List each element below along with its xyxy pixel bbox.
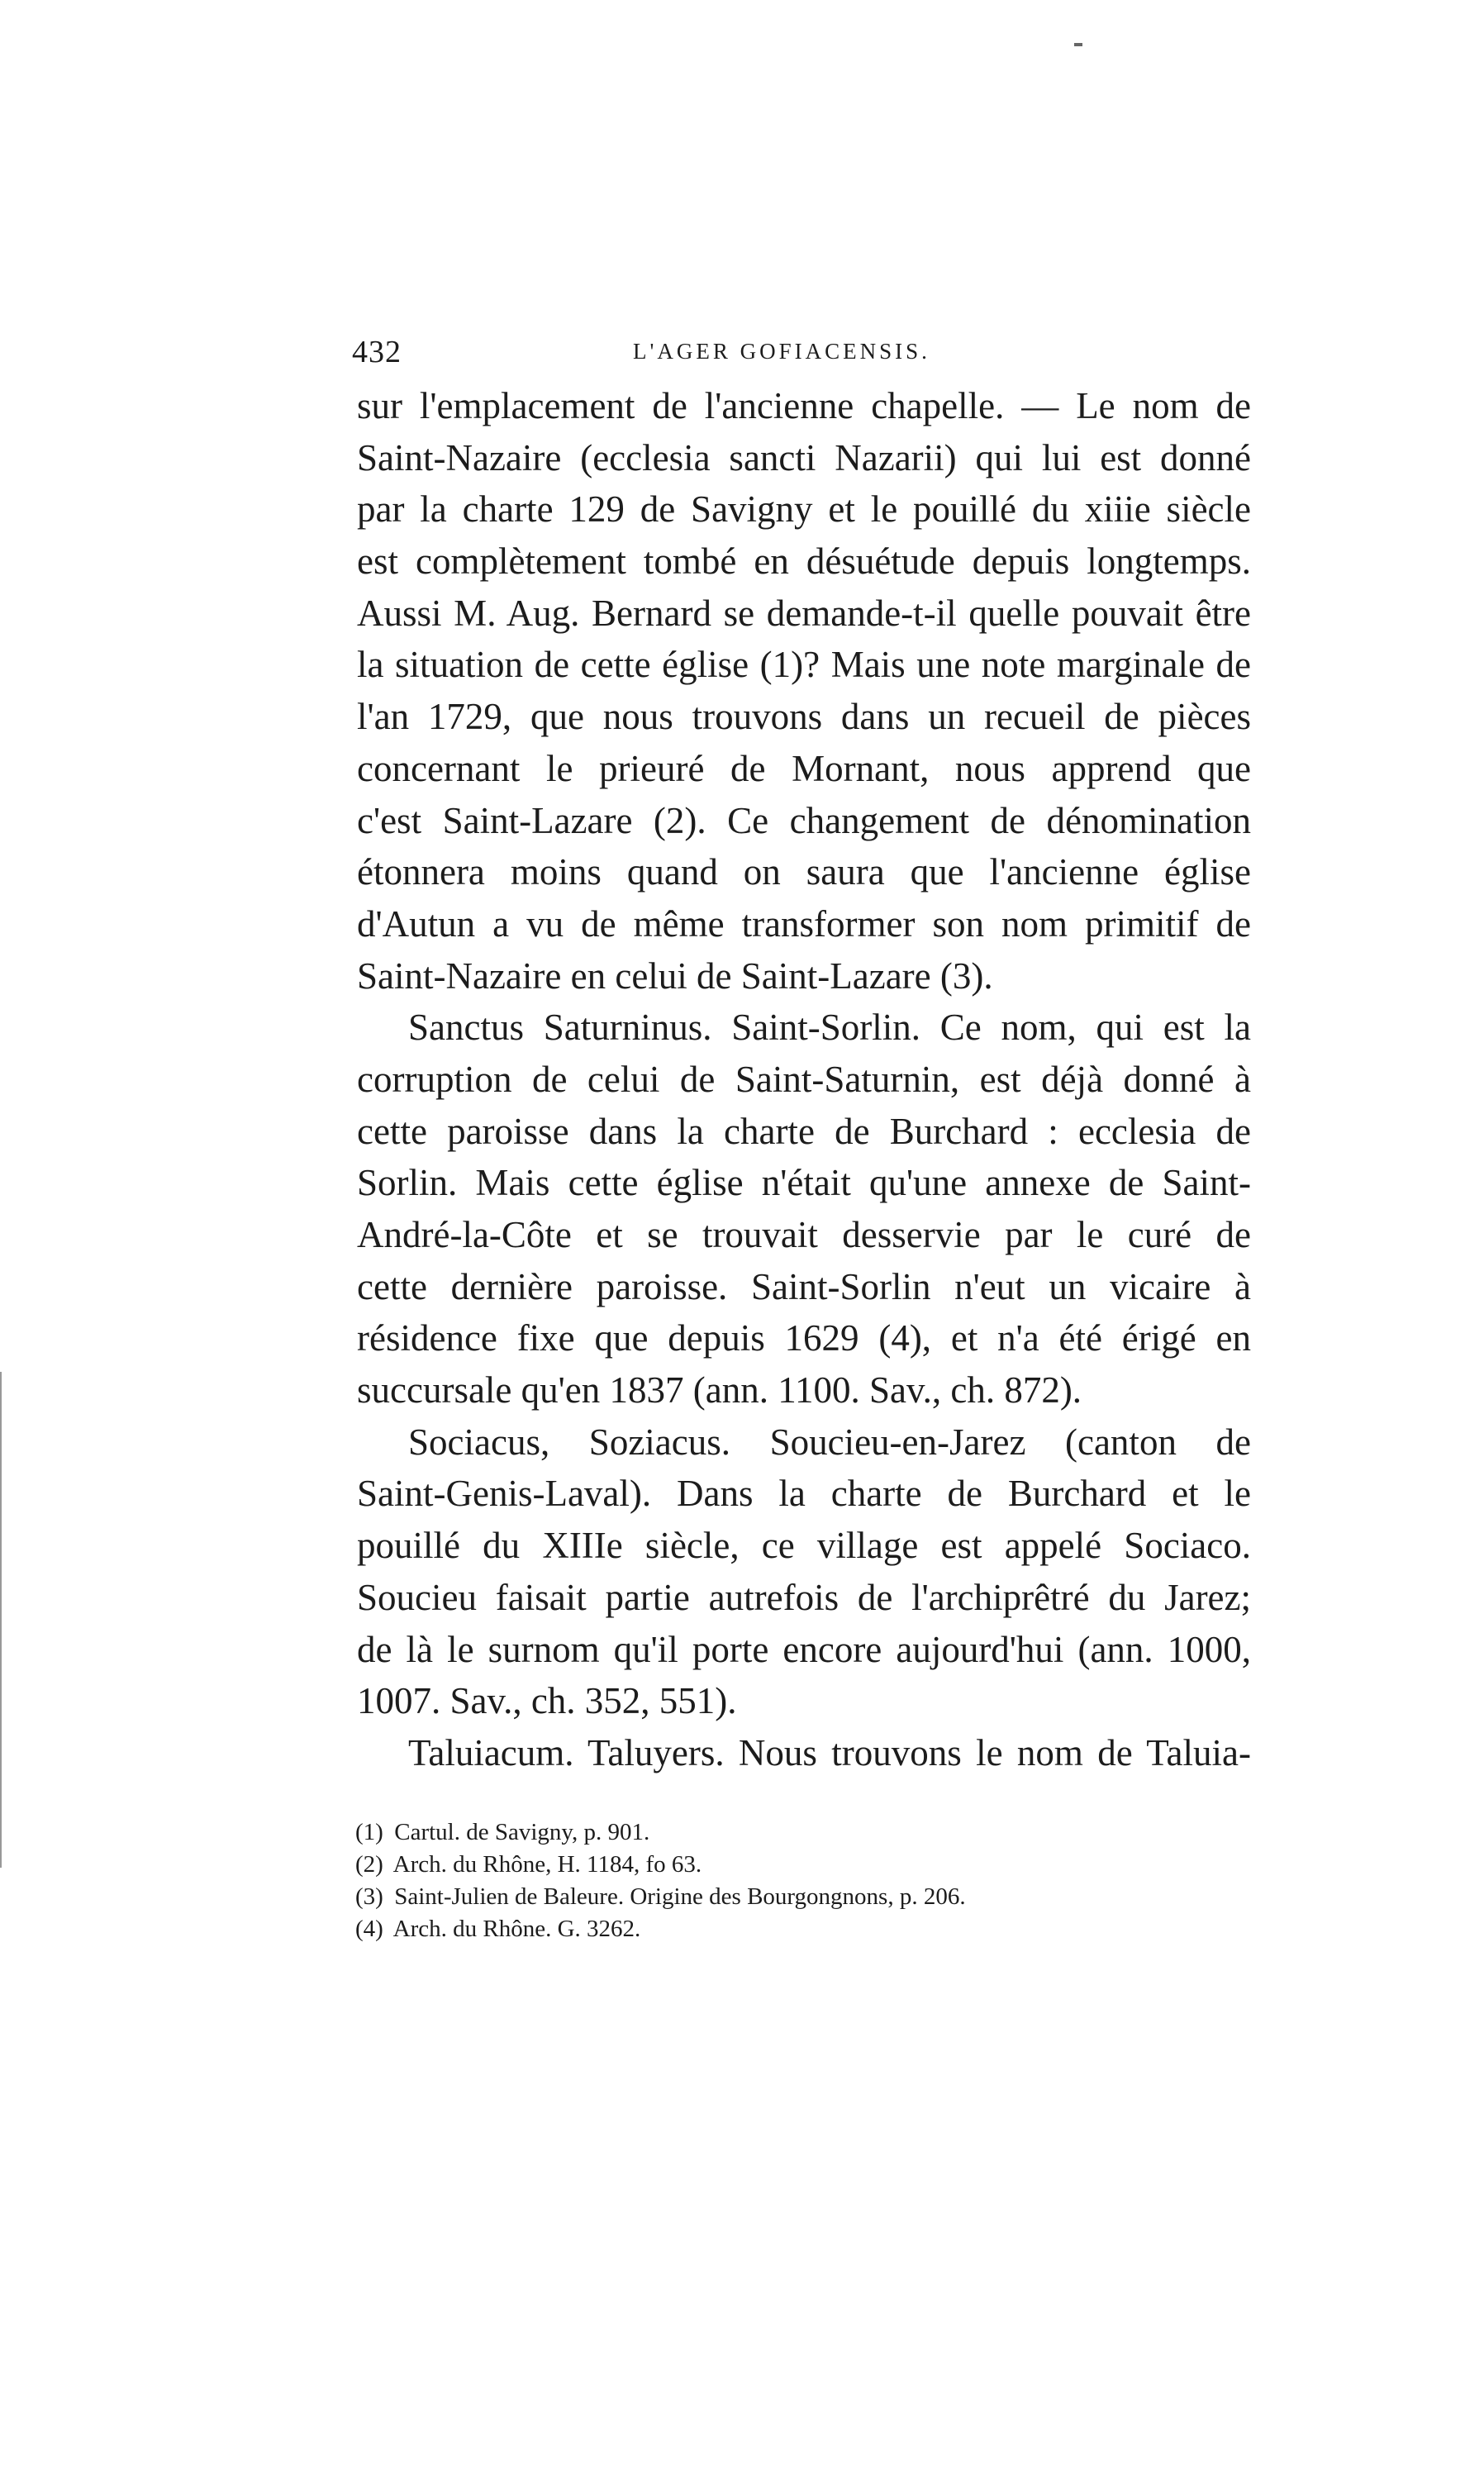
- text-line: pouillé du XIIIe siècle, ce village est appelé Sociaco.: [357, 1525, 1251, 1567]
- footnote: [355, 1913, 1264, 1945]
- text-line: André-la-Côte et se trouvait desservie par le curé de: [357, 1214, 1251, 1255]
- text-line: cette dernière paroisse. Saint-Sorlin n'eut un vicaire à: [357, 1265, 1251, 1307]
- text-line: la situation de cette église (1)? Mais une note marginale de: [357, 644, 1251, 686]
- footnote-text: Arch. du Rhône. G. 3262.: [392, 1916, 641, 1942]
- text-line: succursale qu'en 1837 (ann. 1100. Sav., ch. 872).: [357, 1369, 1082, 1412]
- footnote-text: Cartul. de Savigny, p. 901.: [394, 1819, 650, 1845]
- text-line: Soucieu faisait partie autrefois de l'archiprêtré du Jarez;: [357, 1576, 1251, 1618]
- text-line: Taluiacum. Taluyers. Nous trouvons le nom de Taluia-: [408, 1731, 1251, 1773]
- text-line: sur l'emplacement de l'ancienne chapelle. — Le nom de: [357, 385, 1251, 426]
- text-line: résidence fixe que depuis 1629 (4), et n'a été érigé en: [357, 1317, 1251, 1359]
- footnote-mark: (1): [355, 1819, 383, 1845]
- running-head: [352, 334, 1253, 383]
- text-line: concernant le prieuré de Mornant, nous apprend que: [357, 747, 1251, 789]
- footnote-mark: (4): [355, 1916, 383, 1942]
- text-line: Aussi M. Aug. Bernard se demande-t-il quelle pouvait être: [357, 592, 1251, 634]
- footnote-mark: (3): [355, 1883, 383, 1910]
- scan-speck: [1074, 43, 1082, 46]
- text-line: l'an 1729, que nous trouvons dans un recueil de pièces: [357, 696, 1251, 738]
- footnote-text: Arch. du Rhône, H. 1184, fo 63.: [392, 1851, 702, 1878]
- footnote-text: Saint-Julien de Baleure. Origine des Bourgongnons, p. 206.: [394, 1883, 966, 1910]
- text-line: Saint-Nazaire (ecclesia sancti Nazarii) qui lui est donné: [357, 436, 1251, 478]
- footnote: [355, 1849, 1264, 1881]
- text-line: d'Autun a vu de même transformer son nom primitif de: [357, 902, 1251, 945]
- text-line: Sorlin. Mais cette église n'était qu'une annexe de Saint-: [357, 1162, 1251, 1204]
- text-line: par la charte 129 de Savigny et le pouillé du xiiie siècle: [357, 488, 1251, 531]
- page-number: 432: [352, 335, 402, 369]
- text-line: Sociacus, Soziacus. Soucieu-en-Jarez (canton de: [408, 1421, 1251, 1463]
- text-line: Saint-Genis-Laval). Dans la charte de Burchard et le: [357, 1473, 1251, 1515]
- text-line: cette paroisse dans la charte de Burchard : ecclesia de: [357, 1110, 1251, 1152]
- text-line: est complètement tombé en désuétude depuis longtemps.: [357, 540, 1251, 583]
- text-line: c'est Saint-Lazare (2). Ce changement de dénomination: [357, 799, 1251, 841]
- main-text: [357, 380, 1251, 1779]
- text-line: étonnera moins quand on saura que l'ancienne église: [357, 851, 1251, 893]
- text-line: Sanctus Saturninus. Saint-Sorlin. Ce nom, qui est la: [408, 1007, 1251, 1049]
- footnote: [355, 1881, 1264, 1913]
- footnotes: [355, 1816, 1264, 1945]
- text-line: 1007. Sav., ch. 352, 551).: [357, 1680, 737, 1722]
- text-line: corruption de celui de Saint-Saturnin, est déjà donné à: [357, 1058, 1251, 1100]
- running-title: L'AGER GOFIACENSIS.: [633, 339, 930, 364]
- text-line: de là le surnom qu'il porte encore aujourd'hui (ann. 1000,: [357, 1628, 1251, 1670]
- text-line: Saint-Nazaire en celui de Saint-Lazare (3).: [357, 955, 993, 997]
- scan-edge-mark: [0, 1372, 2, 1868]
- footnote-mark: (2): [355, 1851, 383, 1878]
- footnote: [355, 1816, 1264, 1849]
